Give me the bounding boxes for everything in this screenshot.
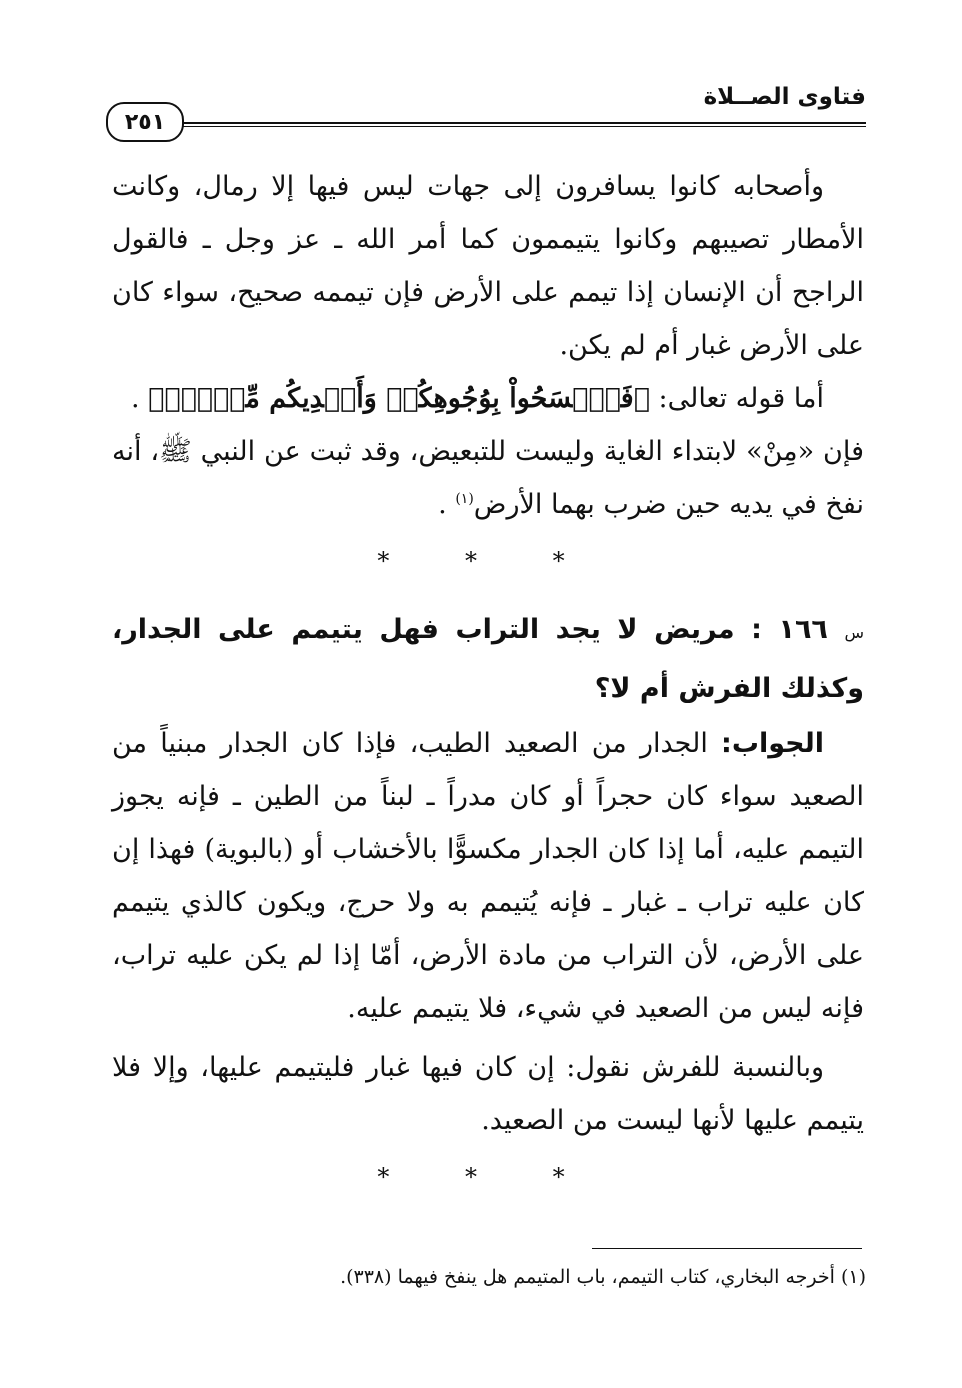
quran-verse: ﴿فَٱمۡسَحُواْ بِوُجُوهِكُمۡ وَأَيۡدِيكُم مِّنۡهُۚ﴾ [148,383,650,414]
footnote: (١) أخرجه البخاري، كتاب التيمم، باب المتيمم هل ينفخ فيهما (٣٣٨). [340,1266,866,1288]
page-header [96,78,866,138]
section-separator-2: * * * [377,1163,599,1191]
question-text: ١٦٦ : مريض لا يجد التراب فهل يتيمم على الجدار، وكذلك الفرش أم لا؟ [112,614,864,704]
header-rule [176,122,866,124]
paragraph-5: وبالنسبة للفرش نقول: إن كان فيها غبار فليتيمم عليها، وإلا فلا يتيمم عليها لأنها ليست من الصعيد. [112,1052,864,1136]
answer-label: الجواب: [721,728,824,759]
paragraph-3 [112,425,864,531]
paragraph-1: وأصحابه كانوا يسافرون إلى جهات ليس فيها إلا رمال، وكانت الأمطار تصيبهم وكانوا يتيممون كما أمر الله ـ عز وجل ـ فالقول الراجح أن الإنسان إذا تيمم على الأرض فإن تيممه صحيح، سواء كان على الأرض غبار أم لم يكن. [112,171,864,361]
page-number: ٢٥١ [106,102,184,142]
answer-paragraph [112,717,864,1035]
question-heading [112,602,864,717]
paragraph-3-end: . [438,489,456,520]
footnote-rule [592,1248,862,1249]
paragraph-2 [112,372,864,425]
paragraph-3-text: فإن «مِنْ» لابتداء الغاية وليست للتبعيض، وقد ثبت عن النبي ﷺ، أنه نفخ في يديه حين ضرب بهما الأرض [112,436,864,520]
section-separator: * * * [377,547,599,575]
book-title: فتاوى الصــلاة [703,84,866,110]
header-rule-thin [176,126,866,127]
paragraph-2-prefix: أما قوله تعالى: [649,383,824,414]
answer-text: الجدار من الصعيد الطيب، فإذا كان الجدار مبنياً من الصعيد سواء كان حجراً أو كان مدراً ـ لبناً من الطين ـ فإنه يجوز التيمم عليه، أما إذا كان الجدار مكسوًّا بالأخشاب أو (بالبوية) فهذا إن كان عليه تراب ـ غبار ـ فإنه يُتيمم به ولا حرج، ويكون كالذي يتيمم على الأرض، لأن التراب من مادة الأرض، أمّا إذا لم يكن عليه تراب، فإنه ليس من الصعيد في شيء، فلا يتيمم عليه. [112,728,864,1024]
footnote-ref: (١) [455,491,474,507]
page-body [112,160,864,1218]
paragraph-2-suffix: . [131,383,149,414]
question-marker: س [844,623,865,642]
